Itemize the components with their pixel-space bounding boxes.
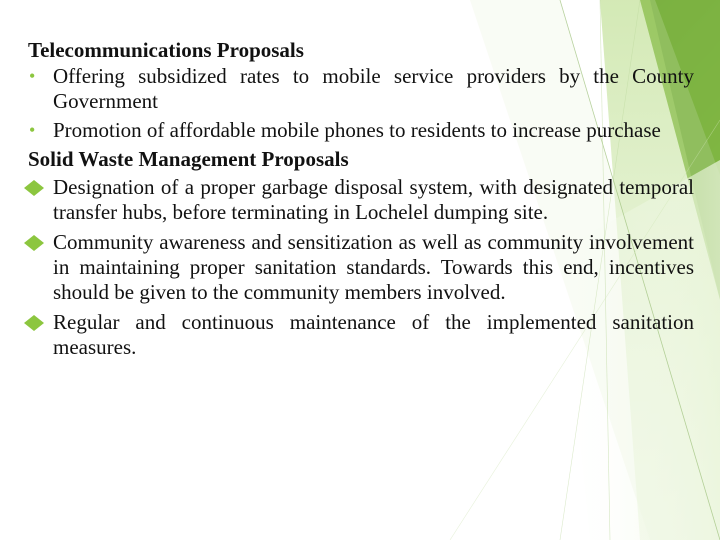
list-item	[28, 118, 694, 143]
list-item	[28, 230, 694, 305]
list-item-text: Promotion of affordable mobile phones to residents to increase purchase	[53, 118, 661, 142]
list-item-text: Regular and continuous maintenance of the implemented sanitation measures.	[53, 310, 694, 359]
list-item	[28, 310, 694, 360]
list-item-text: Community awareness and sensitization as well as community involvement in maintaining proper sanitation standards. Towards this end, incentives should be given to the community members involved.	[53, 230, 694, 304]
bullet-dot-icon: •	[29, 66, 36, 86]
slide-content	[28, 37, 694, 365]
list-item-text: Offering subsidized rates to mobile service providers by the County Government	[53, 64, 694, 113]
list-item	[28, 64, 694, 114]
list-item	[28, 175, 694, 225]
bullet-dot-icon: •	[29, 120, 36, 140]
diamond-bullet-icon	[22, 180, 46, 196]
diamond-bullet-icon	[22, 235, 46, 251]
list-item-text: Designation of a proper garbage disposal system, with designated temporal transfer hubs, before terminating in Lochelel dumping site.	[53, 175, 694, 224]
diamond-bullet-icon	[22, 315, 46, 331]
waste-heading: Solid Waste Management Proposals	[28, 147, 349, 171]
telecom-heading: Telecommunications Proposals	[28, 38, 304, 62]
